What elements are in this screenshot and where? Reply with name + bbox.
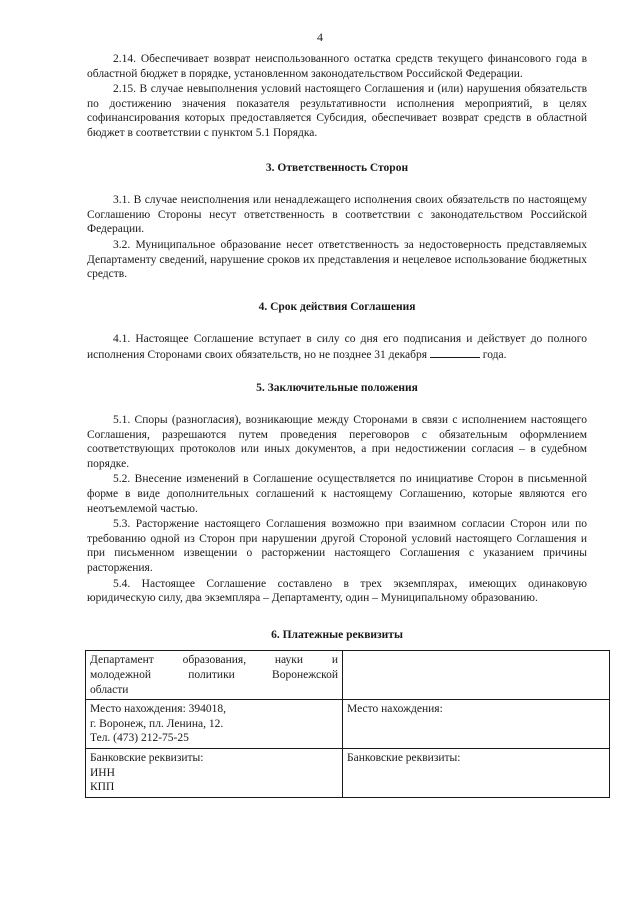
municipality-name-cell [343, 651, 610, 700]
clause-5-1: 5.1. Споры (разногласия), возникающие между Сторонами в связи с исполнением настоящего Соглашения, разрешаются путем проведения переговоров с обязательным оформлением соответствующих протоколов или иных документов, а при недостижении согласия – в судебном порядке. [87, 414, 587, 470]
page-number: 4 [317, 30, 323, 44]
clause-3-2: 3.2. Муниципальное образование несет ответственность за недостоверность представляемых Департаменту сведений, нарушение сроков их представления и нецелевое использование бюджетных средств. [87, 238, 587, 281]
department-name-line-2: молодежной политики Воронежской [90, 669, 338, 681]
year-blank-field [430, 347, 480, 358]
table-row [86, 651, 610, 700]
clause-2-14: 2.14. Обеспечивает возврат неиспользованного остатка средств текущего финансового года в областной бюджет в порядке, установленном законодательством Российской Федерации. [87, 53, 587, 80]
table-row [86, 748, 610, 797]
section-5-title: 5. Заключительные положения [256, 381, 418, 394]
location-label: Место нахождения: 394018, [90, 703, 227, 716]
clause-3-1: 3.1. В случае неисполнения или ненадлежащего исполнения своих обязательств по настоящему Соглашению Стороны несут ответственность в соответствии с законодательством Российской Федерации. [87, 194, 587, 236]
clause-4-1-text: 4.1. Настоящее Соглашение вступает в силу со дня его подписания и действует до полного исполнения Сторонами своих обязательств, но не позднее 31 декабря [87, 333, 587, 361]
section-6-title: 6. Платежные реквизиты [271, 628, 403, 641]
location-label-right: Место нахождения: [347, 703, 443, 716]
department-bank-cell [86, 748, 343, 797]
bank-details-label-right: Банковские реквизиты: [347, 751, 461, 764]
clause-2-15: 2.15. В случае невыполнения условий настоящего Соглашения и (или) нарушения обязательств по достижению значения показателя результативности исполнения мероприятий, в целях софинансирования которых предоставляется Субсидия, обеспечивает возврат средств в областной бюджет в соответствии с пунктом 5.1 Порядка. [87, 83, 587, 139]
section-3-title: 3. Ответственность Сторон [265, 161, 409, 174]
clause-5-2: 5.2. Внесение изменений в Соглашение осуществляется по инициативе Сторон в письменной форме в виде дополнительных соглашений к настоящему Соглашению, которые являются его неотъемлемой частью. [87, 473, 587, 515]
clause-4-1 [87, 332, 587, 362]
department-name-line-3: области [90, 683, 129, 696]
payment-details-table [85, 650, 610, 797]
phone-text: Тел. (473) 212-75-25 [90, 732, 189, 745]
bank-details-label: Банковские реквизиты: [90, 751, 204, 764]
department-name-line-1: Департамент образования, науки и [90, 654, 338, 667]
table-row [86, 700, 610, 749]
clause-5-3: 5.3. Расторжение настоящего Соглашения возможно при взаимном согласии Сторон или по требованию одной из Сторон при нарушении другой Стороной условий настоящего Соглашения и при письменном извещении о расторжении настоящего Соглашения с указанием причины расторжения. [87, 518, 587, 575]
inn-label: ИНН [90, 766, 115, 779]
kpp-label: КПП [90, 781, 115, 794]
clause-5-4: 5.4. Настоящее Соглашение составлено в трех экземплярах, имеющих одинаковую юридическую силу, два экземпляра – Департаменту, один – Муниципальному образованию. [87, 577, 587, 605]
document-body [87, 52, 587, 798]
department-location-cell [86, 700, 343, 749]
address-text: г. Воронеж, пл. Ленина, 12. [90, 717, 224, 730]
department-name-cell [86, 651, 343, 700]
clause-4-1-end: года. [482, 348, 507, 361]
section-4-title: 4. Срок действия Соглашения [258, 300, 416, 313]
municipality-location-cell [343, 700, 610, 749]
municipality-bank-cell [343, 748, 610, 797]
